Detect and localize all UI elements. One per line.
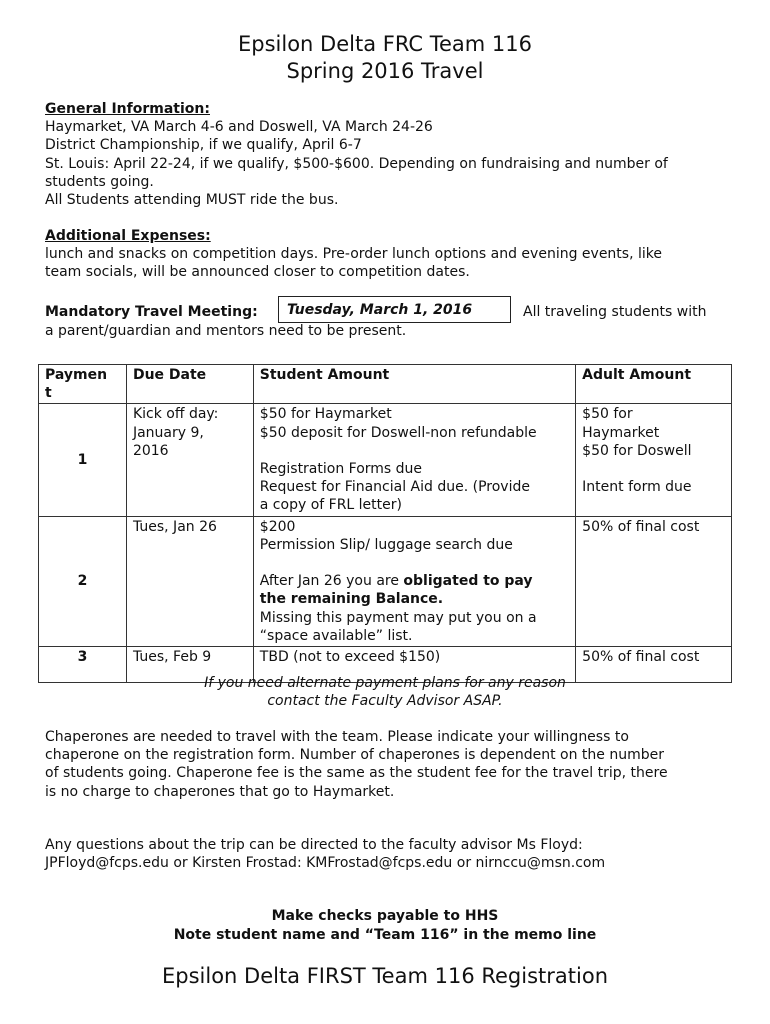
general-information-section xyxy=(45,100,735,209)
general-line: Haymarket, VA March 4-6 and Doswell, VA March 24-26 xyxy=(45,119,433,136)
chaperones-section xyxy=(45,728,735,801)
general-line: All Students attending MUST ride the bus. xyxy=(45,192,339,209)
questions-line: JPFloyd@fcps.edu or Kirsten Frostad: KMFrostad@fcps.edu or nirnccu@msn.com xyxy=(45,855,606,872)
general-line: St. Louis: April 22-24, if we qualify, $500-$600. Depending on fundraising and number of xyxy=(45,155,668,172)
payment-number: 2 xyxy=(39,516,127,646)
header-payment: Paymen t xyxy=(39,365,127,404)
additional-expenses-section xyxy=(45,227,735,282)
registration-title: Epsilon Delta FIRST Team 116 Registration xyxy=(161,964,608,988)
adult-amount-cell: $50 for Haymarket $50 for Doswell Intent form due xyxy=(576,404,732,516)
document-title: Epsilon Delta FRC Team 116 xyxy=(238,32,532,56)
alternate-payment-note-line2: contact the Faculty Advisor ASAP. xyxy=(267,693,503,709)
student-amount-cell: $50 for Haymarket $50 deposit for Doswell-non refundable Registration Forms due Request for Financial Aid due. (Provide a copy of FRL letter) xyxy=(253,404,575,516)
table-row xyxy=(39,516,732,646)
header-adult-amount: Adult Amount xyxy=(576,365,732,404)
general-information-heading: General Information: xyxy=(45,101,210,117)
table-row xyxy=(39,404,732,516)
memo-line-note: Note student name and “Team 116” in the memo line xyxy=(173,927,597,943)
student-amount-cell: TBD (not to exceed $150) xyxy=(253,647,575,683)
adult-amount-cell: 50% of final cost xyxy=(576,647,732,683)
general-line: District Championship, if we qualify, April 6-7 xyxy=(45,137,362,154)
chaperones-line: is no charge to chaperones that go to Haymarket. xyxy=(45,783,395,800)
questions-section xyxy=(45,836,735,872)
additional-expenses-heading: Additional Expenses: xyxy=(45,228,211,244)
expenses-line: lunch and snacks on competition days. Pre-order lunch options and evening events, like xyxy=(45,246,662,263)
document-subtitle: Spring 2016 Travel xyxy=(286,59,484,83)
checks-payable-note: Make checks payable to HHS xyxy=(271,908,499,924)
payment-table xyxy=(38,364,732,683)
table-header-row xyxy=(39,365,732,404)
chaperones-line: Chaperones are needed to travel with the team. Please indicate your willingness to xyxy=(45,729,629,745)
general-line: students going. xyxy=(45,173,154,190)
alternate-payment-note: If you need alternate payment plans for any reason xyxy=(204,675,566,691)
student-amount-cell: $200 Permission Slip/ luggage search due After Jan 26 you are obligated to pay the remaining Balance. Missing this payment may put you on a “space available” list. xyxy=(253,516,575,646)
chaperones-line: of students going. Chaperone fee is the same as the student fee for the travel trip, there xyxy=(45,765,668,782)
due-date-cell: Tues, Feb 9 xyxy=(126,647,253,683)
due-date-cell: Kick off day: January 9, 2016 xyxy=(126,404,253,516)
payment-number: 1 xyxy=(39,404,127,516)
meeting-date-field: Tuesday, March 1, 2016 xyxy=(278,296,511,323)
header-student-amount: Student Amount xyxy=(253,365,575,404)
adult-amount-cell: 50% of final cost xyxy=(576,516,732,646)
header-due-date: Due Date xyxy=(126,365,253,404)
payment-number: 3 xyxy=(39,647,127,683)
due-date-cell: Tues, Jan 26 xyxy=(126,516,253,646)
expenses-line: team socials, will be announced closer to competition dates. xyxy=(45,264,470,281)
questions-line: Any questions about the trip can be directed to the faculty advisor Ms Floyd: xyxy=(45,837,583,853)
chaperones-line: chaperone on the registration form. Number of chaperones is dependent on the number xyxy=(45,747,664,764)
meeting-label: Mandatory Travel Meeting: xyxy=(45,304,258,320)
meeting-note-line2: a parent/guardian and mentors need to be present. xyxy=(45,323,407,339)
meeting-note: All traveling students with xyxy=(523,304,707,320)
